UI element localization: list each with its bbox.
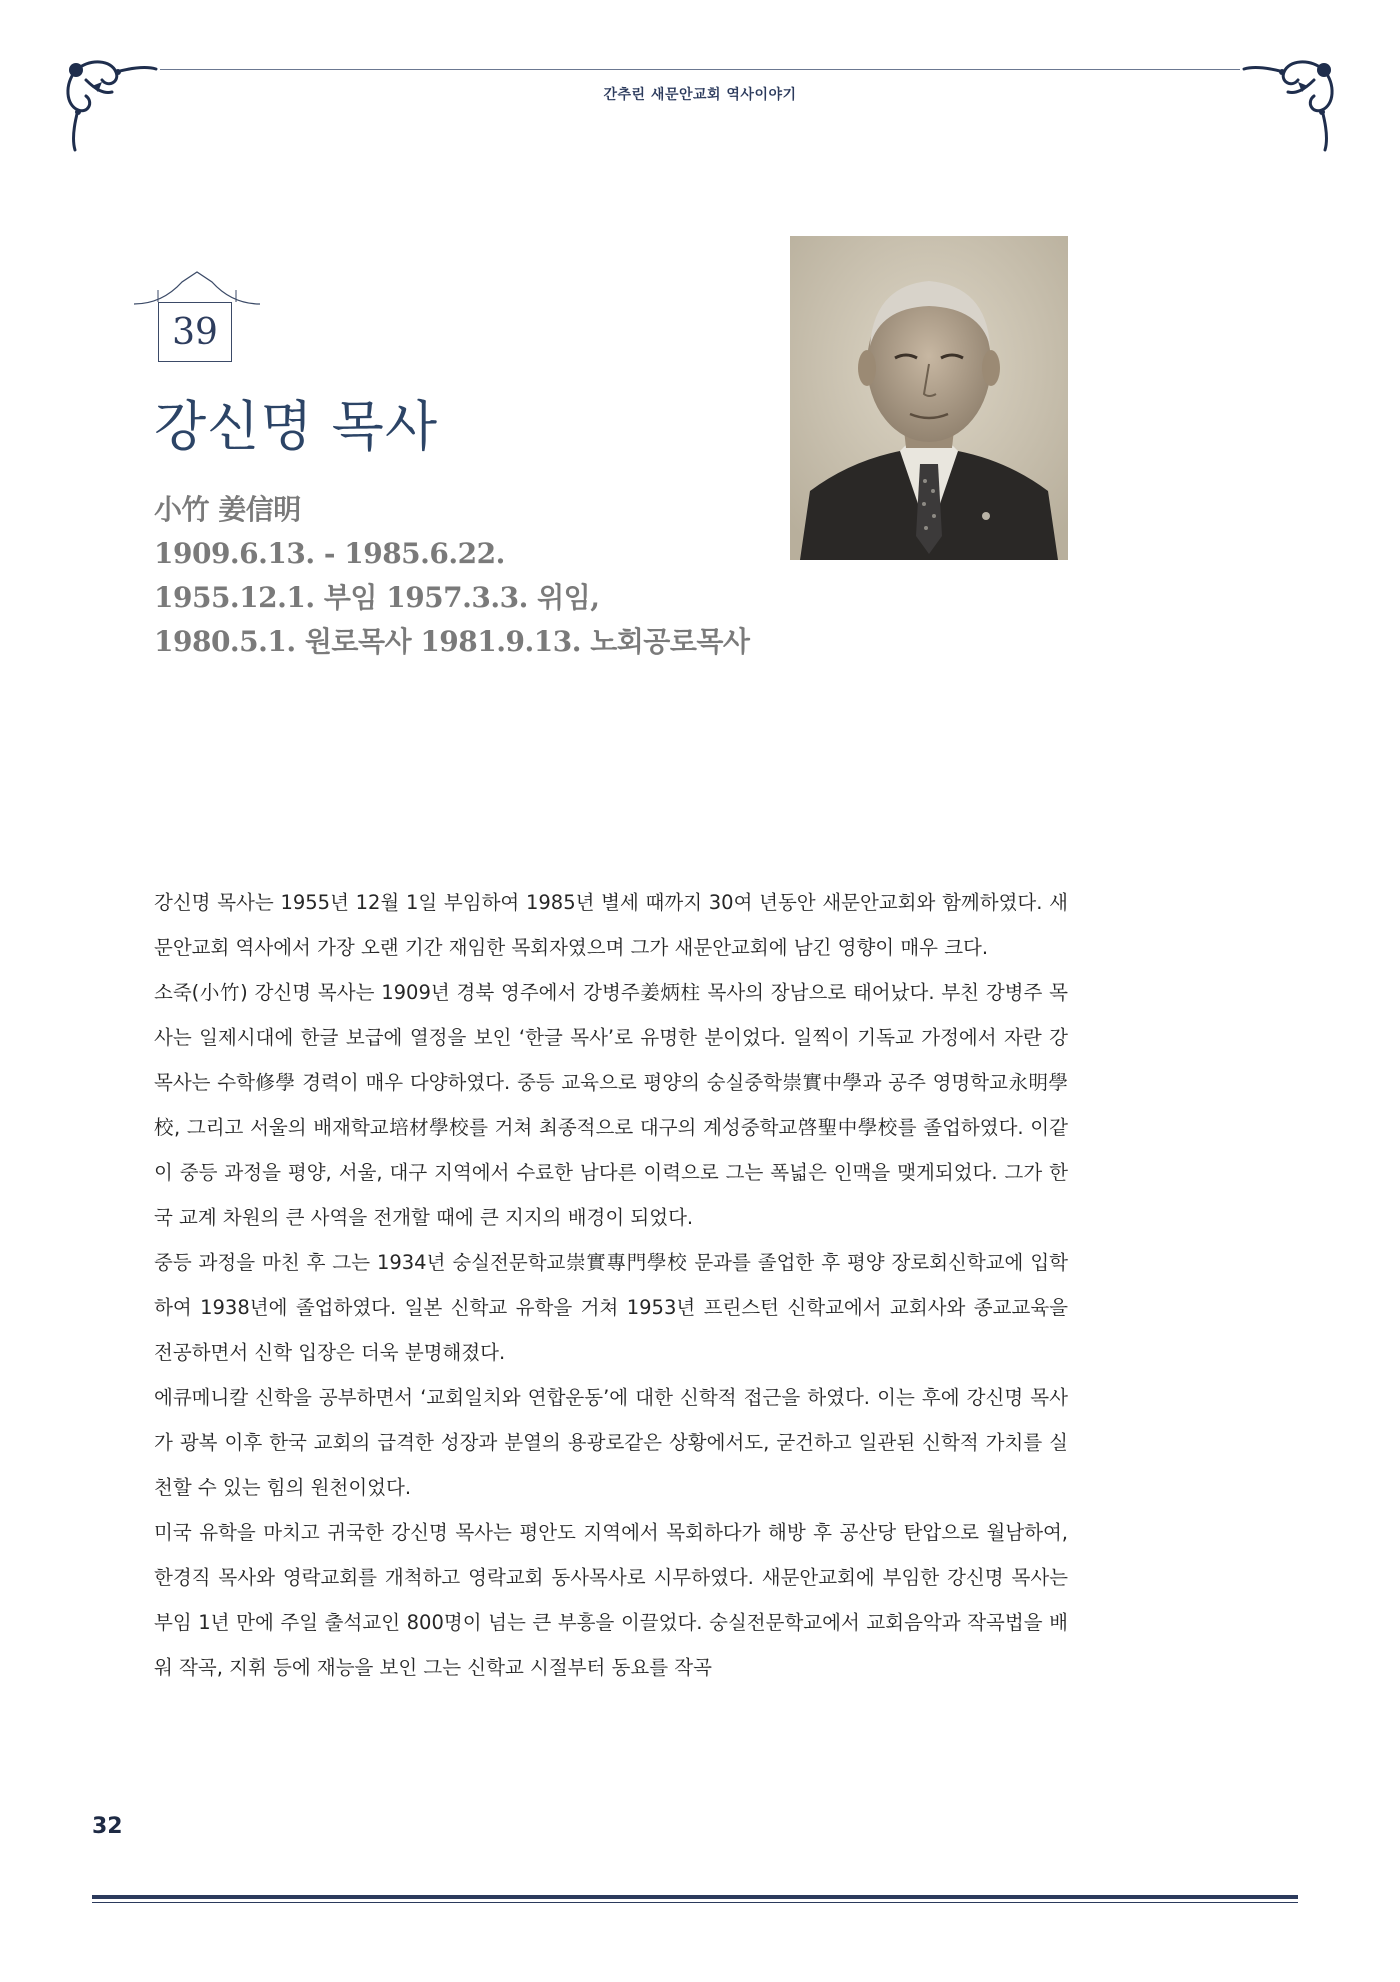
- profile-info: [154, 488, 794, 664]
- portrait-photo: [790, 236, 1068, 560]
- portrait-icon: [790, 236, 1068, 560]
- body-paragraph: 강신명 목사는 1955년 12월 1일 부임하여 1985년 별세 때까지 30여 년동안 새문안교회와 함께하였다. 새문안교회 역사에서 가장 오랜 기간 재임한 목회자였으며 그가 새문안교회에 남긴 영향이 매우 크다.: [154, 891, 1068, 959]
- footer-rule-thin: [92, 1902, 1298, 1903]
- body-paragraph: 미국 유학을 마치고 귀국한 강신명 목사는 평안도 지역에서 목회하다가 해방 후 공산당 탄압으로 월남하여, 한경직 목사와 영락교회를 개척하고 영락교회 동사목사로 시무하였다. 새문안교회에 부임한 강신명 목사는 부임 1년 만에 주일 출석교인 800명이 넘는 큰 부흥을 이끌었다. 숭실전문학교에서 교회음악과 작곡법을 배워 작곡, 지휘 등에 재능을 보인 그는 신학교 시절부터 동요를 작곡: [154, 1521, 1068, 1679]
- article-body: [154, 880, 1068, 1690]
- page-title: 강신명 목사: [154, 395, 438, 458]
- body-paragraph: 소죽(小竹) 강신명 목사는 1909년 경북 영주에서 강병주姜炳柱 목사의 장남으로 태어났다. 부친 강병주 목사는 일제시대에 한글 보급에 열정을 보인 ‘한글 목사’로 유명한 분이었다. 일찍이 기독교 가정에서 자란 강 목사는 수학修學 경력이 매우 다양하였다. 중등 교육으로 평양의 숭실중학崇實中學과 공주 영명학교永明學校, 그리고 서울의 배재학교培材學校를 거쳐 최종적으로 대구의 계성중학교啓聖中學校를 졸업하였다. 이같이 중등 과정을 평양, 서울, 대구 지역에서 수료한 남다른 이력으로 그는 폭넓은 인맥을 맺게되었다. 그가 한국 교계 차원의 큰 사역을 전개할 때에 큰 지지의 배경이 되었다.: [154, 981, 1068, 1229]
- body-paragraph: 중등 과정을 마친 후 그는 1934년 숭실전문학교崇實專門學校 문과를 졸업한 후 평양 장로회신학교에 입학하여 1938년에 졸업하였다. 일본 신학교 유학을 거쳐 1953년 프린스턴 신학교에서 교회사와 종교교육을 전공하면서 신학 입장은 더욱 분명해졌다.: [154, 1251, 1068, 1364]
- profile-honors: 1980.5.1. 원로목사 1981.9.13. 노회공로목사: [154, 625, 750, 658]
- profile-lifespan: 1909.6.13. - 1985.6.22.: [154, 537, 505, 570]
- footer-rule: [92, 1895, 1298, 1899]
- profile-appointment: 1955.12.1. 부임 1957.3.3. 위임,: [154, 581, 600, 614]
- page-number: 32: [92, 1814, 123, 1839]
- chapter-number: 39: [158, 302, 232, 362]
- running-title: 간추린 새문안교회 역사이야기: [603, 87, 797, 103]
- floral-corner-ornament-icon: [56, 50, 166, 160]
- header-rule: [160, 69, 1240, 70]
- profile-name-hanja: 小竹 姜信明: [154, 493, 301, 526]
- body-paragraph: 에큐메니칼 신학을 공부하면서 ‘교회일치와 연합운동’에 대한 신학적 접근을 하였다. 이는 후에 강신명 목사가 광복 이후 한국 교회의 급격한 성장과 분열의 용광로같은 상황에서도, 굳건하고 일관된 신학적 가치를 실천할 수 있는 힘의 원천이었다.: [154, 1386, 1068, 1499]
- floral-corner-ornament-icon: [1234, 50, 1344, 160]
